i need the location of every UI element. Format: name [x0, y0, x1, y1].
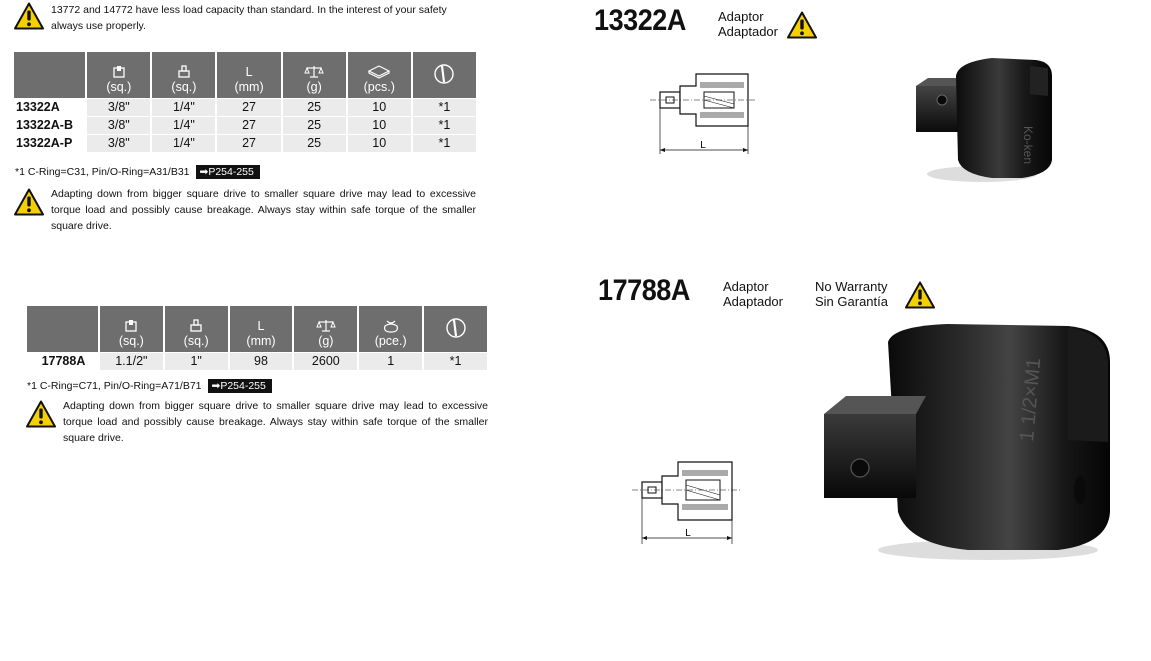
table-row: [14, 99, 476, 116]
svg-text:Ko-ken: Ko-ken: [1021, 126, 1035, 165]
diagram-label-L: L: [685, 528, 691, 539]
header-weight: (g): [294, 306, 357, 352]
header-pack: (pcs.): [348, 52, 411, 98]
cell: 10: [348, 135, 411, 152]
cell: 10: [348, 99, 411, 116]
square-drive-male-icon: [177, 65, 191, 79]
no-warranty-es: Sin Garantía: [815, 294, 888, 309]
spec-table-13322A: [12, 51, 478, 153]
table1-footnote: *1 C-Ring=C31, Pin/O-Ring=A31/B31 ➡P254-255: [15, 165, 260, 179]
square-drive-female-icon: [124, 319, 138, 333]
header-drive-out: (sq.): [165, 306, 228, 352]
cell: 3/8": [87, 117, 150, 134]
cell: 1": [165, 353, 228, 370]
cell: 25: [283, 99, 346, 116]
cell: 1: [359, 353, 422, 370]
page-ref-link[interactable]: ➡P254-255: [196, 165, 260, 179]
cell: 1/4": [152, 117, 215, 134]
adaptor-image: [818, 322, 1118, 562]
row-code: 13322A: [14, 99, 85, 116]
header-drive-in: (sq.): [100, 306, 163, 352]
pin-ring-icon: [433, 63, 455, 85]
warning-icon: [14, 2, 44, 30]
table-row: [27, 353, 487, 370]
page-ref-link[interactable]: ➡P254-255: [208, 379, 272, 393]
cell: *1: [413, 117, 476, 134]
cell: 27: [217, 117, 280, 134]
product-name-es: Adaptador: [723, 294, 783, 309]
header-pack: (pce.): [359, 306, 422, 352]
header-pin: [413, 52, 476, 98]
table2-footnote: *1 C-Ring=C71, Pin/O-Ring=A71/B71 ➡P254-255: [27, 379, 272, 393]
product-code-title: 13322A: [594, 4, 686, 37]
header-blank: [14, 52, 85, 98]
warning-icon: [905, 281, 935, 309]
warning-icon: [14, 188, 44, 216]
cell: 25: [283, 117, 346, 134]
dimension-diagram: [632, 458, 742, 548]
cell: *1: [424, 353, 487, 370]
pin-ring-icon: [445, 317, 467, 339]
warning-icon: [26, 400, 56, 428]
product-name-en: Adaptor: [723, 279, 769, 294]
cell: 3/8": [87, 99, 150, 116]
cell: 27: [217, 99, 280, 116]
product-name-es: Adaptador: [718, 24, 778, 39]
scale-icon: [316, 319, 336, 333]
row-code: 17788A: [27, 353, 98, 370]
no-warranty-en: No Warranty: [815, 279, 888, 294]
arrow-right-icon: ➡: [199, 166, 209, 178]
row-code: 13322A-B: [14, 117, 85, 134]
cell: 2600: [294, 353, 357, 370]
cell: 1.1/2": [100, 353, 163, 370]
cell: 27: [217, 135, 280, 152]
dimension-diagram: [648, 68, 758, 158]
square-drive-male-icon: [189, 319, 203, 333]
header-pin: [424, 306, 487, 352]
table-row: [14, 117, 476, 134]
product-code-title: 17788A: [598, 274, 690, 307]
cell: 98: [230, 353, 293, 370]
warning-icon: [787, 11, 817, 39]
cell: 1/4": [152, 135, 215, 152]
cell: 3/8": [87, 135, 150, 152]
diagram-label-L: L: [700, 140, 706, 151]
header-length: L (mm): [217, 52, 280, 98]
cell: 1/4": [152, 99, 215, 116]
header-drive-out: (sq.): [152, 52, 215, 98]
arrow-right-icon: ➡: [211, 380, 221, 392]
table2-warning-text: Adapting down from bigger square drive to smaller square drive may lead to excessive torque load and possibly cause breakage. Always stay within safe torque of the smaller square drive.: [63, 400, 488, 444]
spec-table-17788A: [25, 305, 489, 371]
cell: *1: [413, 135, 476, 152]
cell: *1: [413, 99, 476, 116]
adaptor-image: [912, 56, 1062, 186]
top-warning-text: 13772 and 14772 have less load capacity than standard. In the interest of your safety always use properly.: [51, 4, 447, 32]
package-icon: [368, 65, 390, 79]
table1-warning-text: Adapting down from bigger square drive to smaller square drive may lead to excessive torque load and possibly cause breakage. Always stay within safe torque of the smaller square drive.: [51, 188, 476, 232]
row-code: 13322A-P: [14, 135, 85, 152]
svg-text:1 1/2×M1: 1 1/2×M1: [1016, 356, 1046, 443]
bag-icon: [382, 319, 400, 333]
header-drive-in: (sq.): [87, 52, 150, 98]
header-blank: [27, 306, 98, 352]
table-row: [14, 135, 476, 152]
header-length: L (mm): [230, 306, 293, 352]
product-name-en: Adaptor: [718, 9, 764, 24]
scale-icon: [304, 65, 324, 79]
square-drive-female-icon: [112, 65, 126, 79]
header-weight: (g): [283, 52, 346, 98]
cell: 10: [348, 117, 411, 134]
cell: 25: [283, 135, 346, 152]
